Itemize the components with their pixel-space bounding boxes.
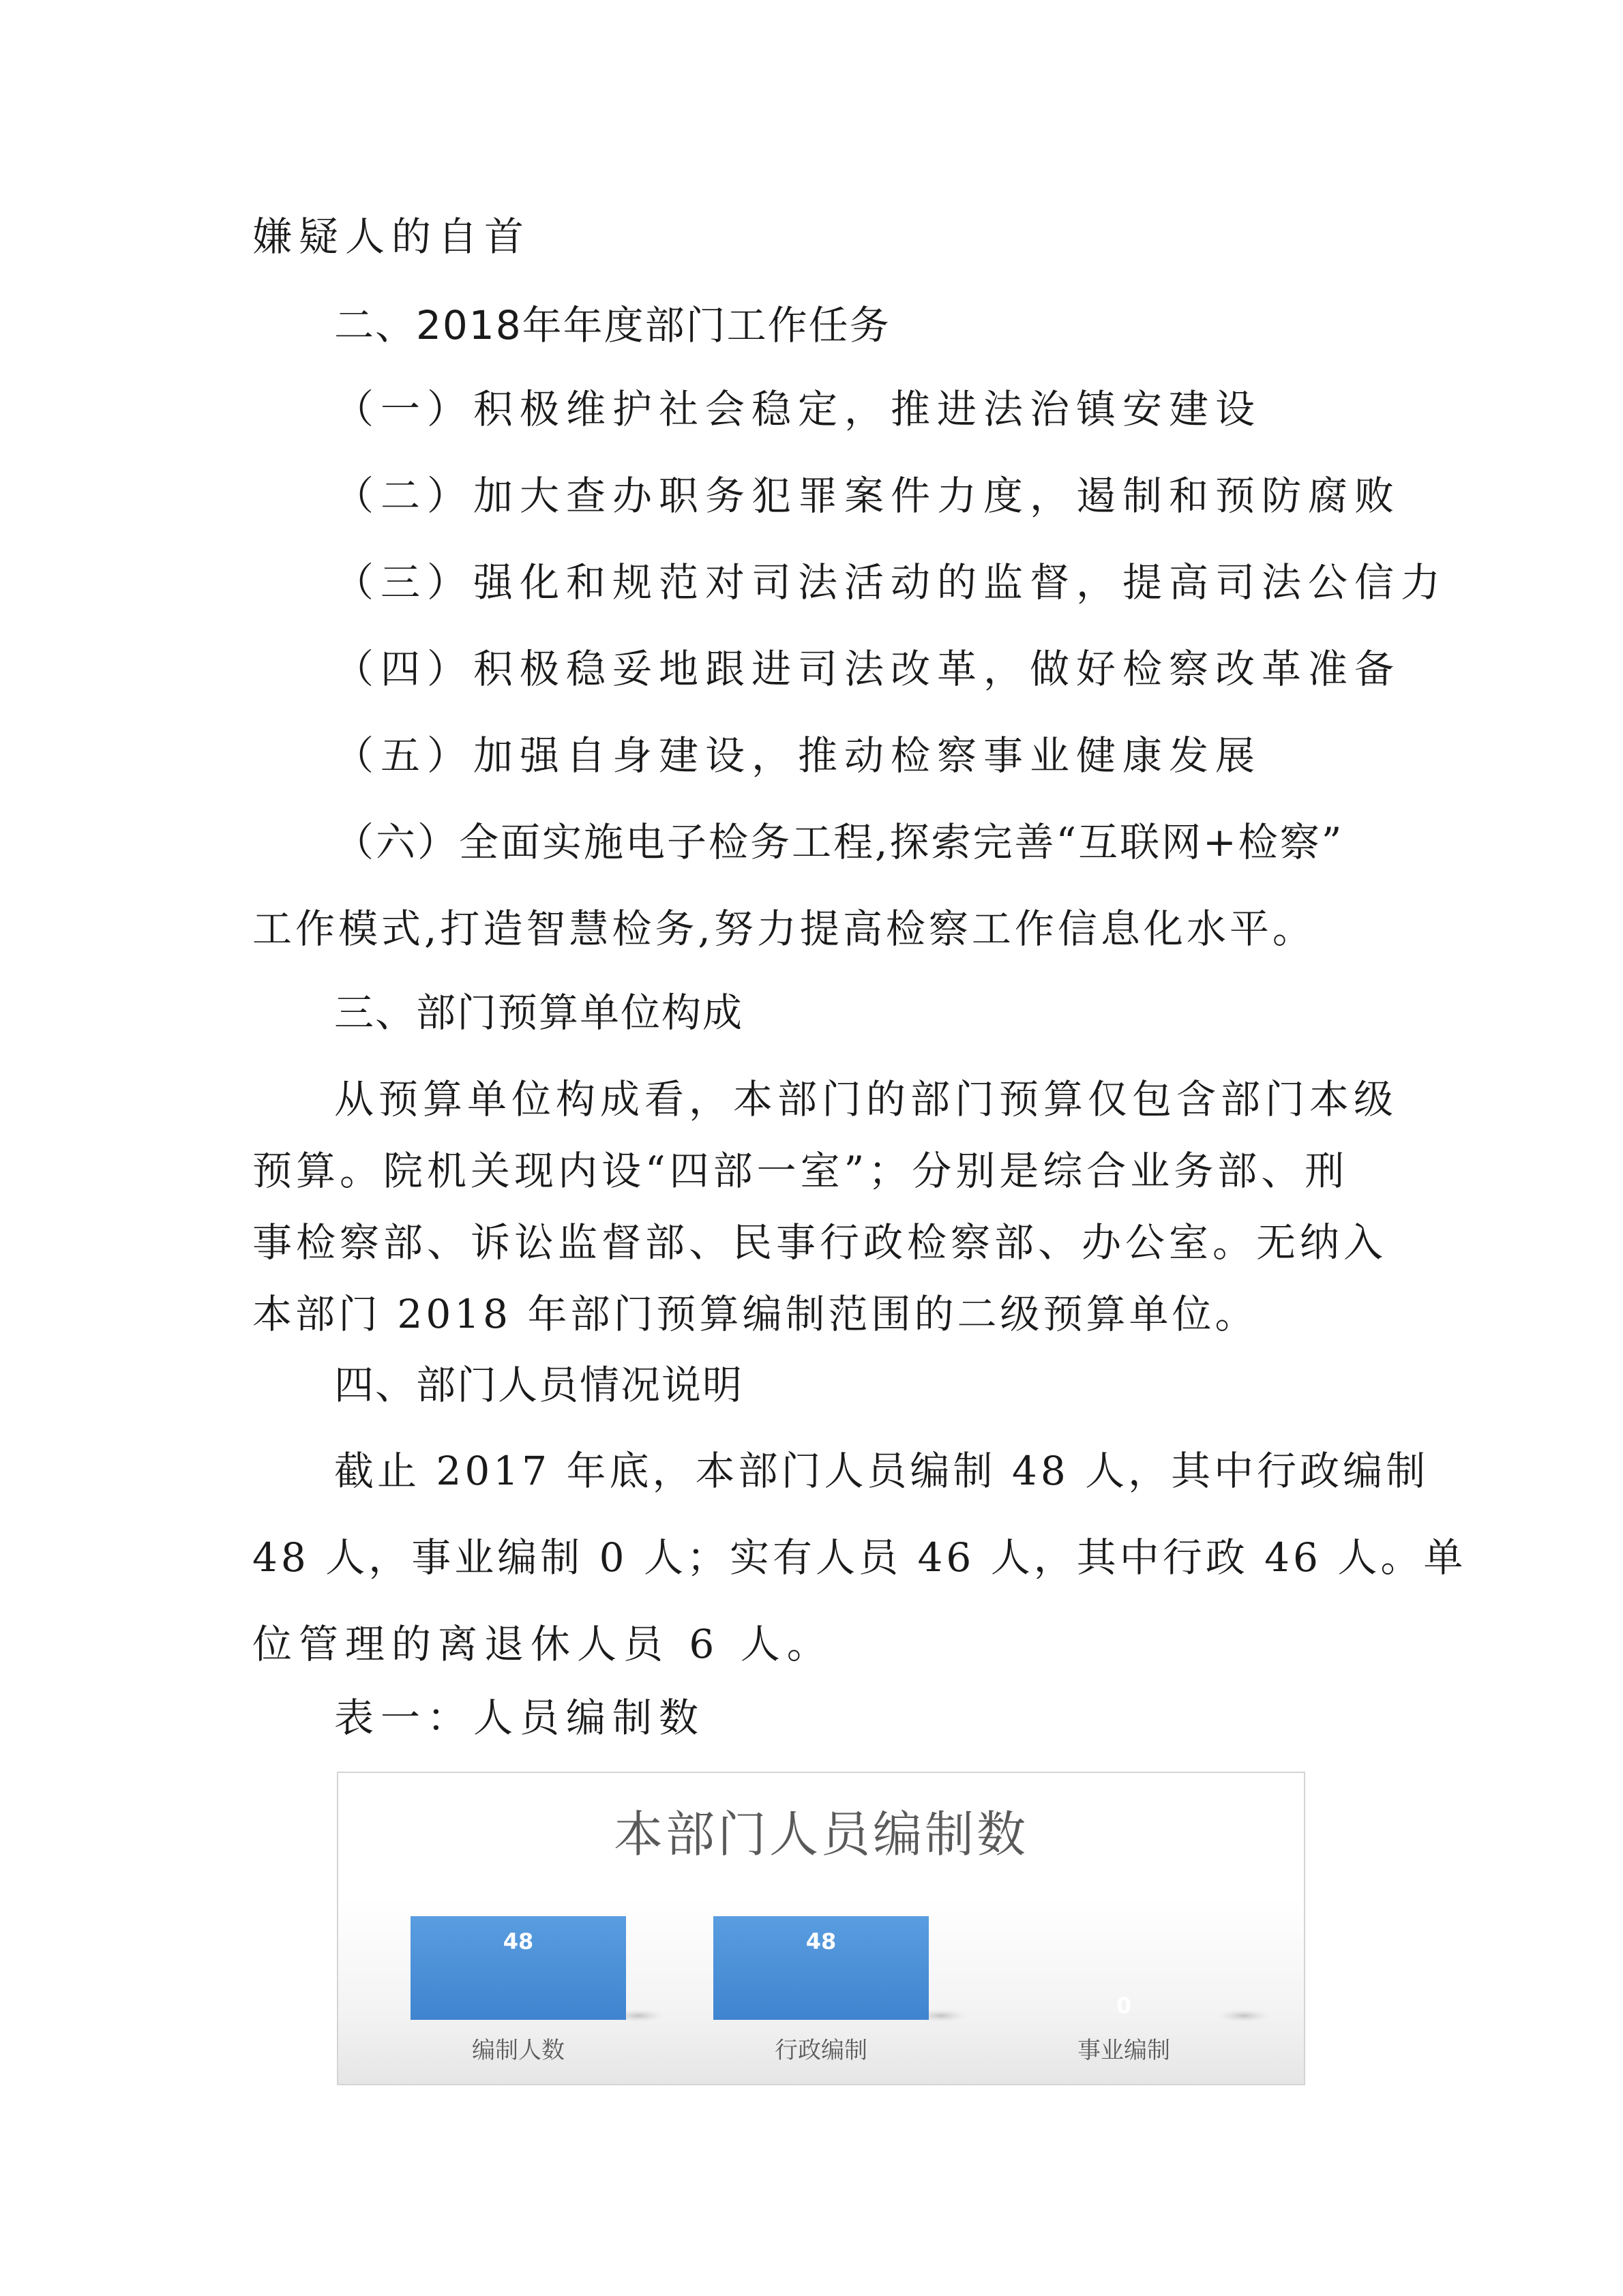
task-item-3: （三）强化和规范对司法活动的监督，提高司法公信力	[334, 559, 1448, 606]
budget-paragraph-line-4: 本部门 2018 年部门预算编制范围的二级预算单位。	[252, 1291, 1258, 1337]
task-item-6-continued: 工作模式,打造智慧检务,努力提高检察工作信息化水平。	[252, 906, 1315, 952]
chart-plot	[338, 1773, 1304, 2084]
budget-paragraph-line-2: 预算。院机关现内设“四部一室”；分别是综合业务部、刑	[252, 1148, 1349, 1194]
category-label-1: 行政编制	[775, 2037, 867, 2064]
section-heading-4: 四、部门人员情况说明	[334, 1362, 744, 1408]
section-heading-3: 三、部门预算单位构成	[334, 989, 744, 1036]
task-item-6: （六）全面实施电子检务工程,探索完善“互联网+检察”	[334, 819, 1344, 865]
chart-title: 本部门人员编制数	[613, 1806, 1028, 1863]
budget-paragraph-line-3: 事检察部、诉讼监督部、民事行政检察部、办公室。无纳入	[252, 1219, 1388, 1266]
staff-paragraph-line-3: 位管理的离退休人员 6 人。	[252, 1621, 833, 1667]
task-item-2: （二）加大查办职务犯罪案件力度，遏制和预防腐败	[334, 473, 1401, 519]
task-item-1: （一）积极维护社会稳定，推进法治镇安建设	[334, 386, 1262, 432]
bar-shadow-2	[1217, 2009, 1271, 2023]
staff-paragraph-line-1: 截止 2017 年底，本部门人员编制 48 人，其中行政编制	[334, 1448, 1429, 1494]
staff-paragraph-line-2: 48 人，事业编制 0 人；实有人员 46 人，其中行政 46 人。单	[252, 1534, 1467, 1581]
category-label-0: 编制人数	[472, 2037, 565, 2064]
section-heading-2: 二、2018年年度部门工作任务	[334, 302, 891, 348]
bar-value-label-2: 0	[1116, 1993, 1132, 2018]
budget-paragraph-line-1: 从预算单位构成看，本部门的部门预算仅包含部门本级	[334, 1076, 1399, 1122]
table-caption: 表一：人员编制数	[334, 1695, 706, 1741]
staff-chart	[337, 1772, 1305, 2085]
bar-value-label-0: 48	[503, 1928, 534, 1954]
task-item-4: （四）积极稳妥地跟进司法改革，做好检察改革准备	[334, 646, 1401, 692]
task-item-5: （五）加强自身建设，推动检察事业健康发展	[334, 732, 1262, 779]
category-label-2: 事业编制	[1077, 2037, 1170, 2064]
bar-value-label-1: 48	[805, 1928, 837, 1954]
paragraph-tail: 嫌疑人的自首	[252, 213, 531, 260]
